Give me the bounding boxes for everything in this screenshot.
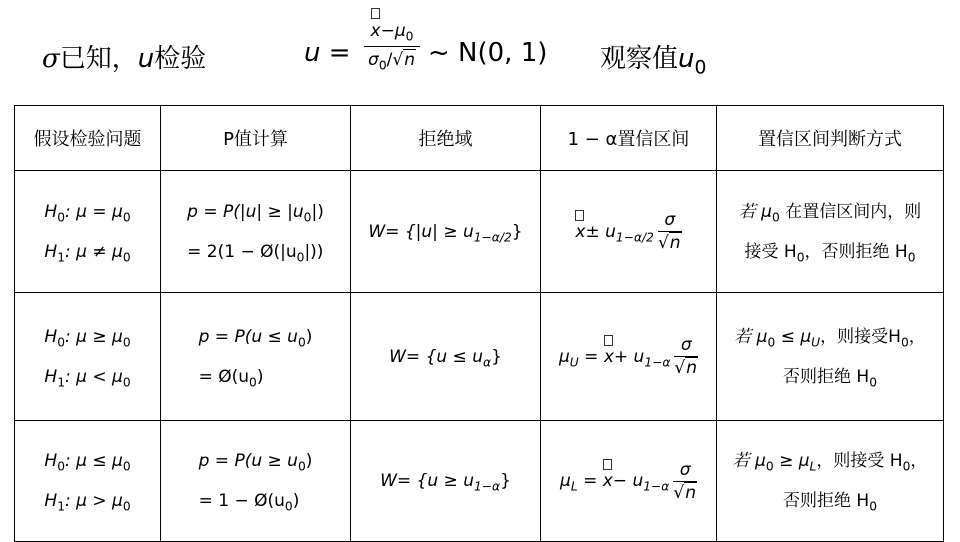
table-row bbox=[15, 171, 944, 293]
ci-formula: $\mu_L = x- u_{1-\alpha}$ $\frac{\sigma}{√n}$ bbox=[560, 459, 696, 503]
p-value-cell bbox=[161, 421, 351, 542]
known-sigma-label: σ已知，u检验 bbox=[42, 44, 207, 74]
null-hypothesis: $H_0$: $\mu = \mu_0$ bbox=[44, 201, 131, 224]
ci-formula: $x\pm u_{1-\alpha/2}$ $\frac{\sigma}{√n}$ bbox=[575, 210, 681, 253]
fraction-denominator: $\sigma_0/√n$ bbox=[368, 50, 415, 73]
ci-fraction: $\frac{\sigma}{√n}$ bbox=[673, 459, 696, 503]
statistic-fraction bbox=[362, 20, 422, 71]
distribution-label: ~ N(0, 1) bbox=[428, 38, 548, 68]
fraction-bar bbox=[364, 46, 420, 47]
confidence-interval-cell bbox=[541, 293, 717, 421]
rejection-region-cell: $W= \{|u| \ge u_{1-\alpha/2}\}$ bbox=[351, 171, 541, 293]
alt-hypothesis: $H_1$: $\mu \ne \mu_0$ bbox=[44, 241, 131, 264]
observed-value-label: 观察值$u_0$ bbox=[600, 44, 707, 79]
p-value-line2: = $Ø(u_0)$ bbox=[198, 366, 264, 389]
ci-fraction: $\frac{\sigma}{√n}$ bbox=[657, 210, 681, 253]
p-value-line2: = $2(1 - Ø(|u_0|))$ bbox=[187, 241, 324, 264]
header-p-value: P值计算 bbox=[161, 106, 351, 171]
p-value-cell bbox=[161, 171, 351, 293]
hypothesis-test-table bbox=[14, 105, 944, 542]
alt-hypothesis: $H_1$: $\mu < \mu_0$ bbox=[44, 366, 131, 389]
alt-hypothesis: $H_1$: $\mu > \mu_0$ bbox=[44, 491, 131, 514]
rejection-region-cell: $W= \{u \le u_\alpha\}$ bbox=[351, 293, 541, 421]
table-row bbox=[15, 293, 944, 421]
hypothesis-cell bbox=[15, 293, 161, 421]
confidence-interval-cell bbox=[541, 421, 717, 542]
null-hypothesis: $H_0$: $\mu \ge \mu_0$ bbox=[44, 326, 131, 349]
null-hypothesis: $H_0$: $\mu \le \mu_0$ bbox=[44, 451, 131, 474]
hypothesis-cell bbox=[15, 171, 161, 293]
rejection-region-cell: $W= \{u \ge u_{1-\alpha}\}$ bbox=[351, 421, 541, 542]
confidence-interval-cell bbox=[541, 171, 717, 293]
table-header-row bbox=[15, 106, 944, 171]
ci-fraction: $\frac{\sigma}{√n}$ bbox=[674, 335, 698, 378]
formula-header bbox=[0, 0, 960, 100]
p-value-line2: = $1 - Ø(u_0)$ bbox=[198, 491, 300, 514]
judgement-cell: 若 $\mu_0 \ge \mu_L$，则接受 $H_0$， 否则拒绝 $H_0$ bbox=[717, 421, 944, 542]
judgement-cell: 若 $\mu_0 \le \mu_U$，则接受$H_0$， 否则拒绝 $H_0$ bbox=[717, 293, 944, 421]
table-row bbox=[15, 421, 944, 542]
p-value-line1: $p = P(|u| \ge |u_0|)$ bbox=[187, 201, 324, 224]
hypothesis-cell bbox=[15, 421, 161, 542]
ci-formula: $\mu_U = x+ u_{1-\alpha}$ $\frac{\sigma}{√n}$ bbox=[558, 335, 698, 378]
statistic-lhs: u = bbox=[304, 38, 351, 68]
fraction-numerator: $x-\mu_0$ bbox=[370, 21, 414, 44]
header-rejection-region: 拒绝域 bbox=[351, 106, 541, 171]
judgement-cell: 若 $\mu_0$ 在置信区间内，则 接受 $H_0$，否则拒绝 $H_0$ bbox=[717, 171, 944, 293]
header-hypothesis: 假设检验问题 bbox=[15, 106, 161, 171]
header-judgement: 置信区间判断方式 bbox=[717, 106, 944, 171]
p-value-line1: $p = P(u \ge u_0)$ bbox=[198, 451, 313, 474]
p-value-cell bbox=[161, 293, 351, 421]
p-value-line1: $p = P(u \le u_0)$ bbox=[198, 326, 313, 349]
header-confidence-interval: 1 − α置信区间 bbox=[541, 106, 717, 171]
sqrt-symbol: √n bbox=[392, 50, 415, 70]
